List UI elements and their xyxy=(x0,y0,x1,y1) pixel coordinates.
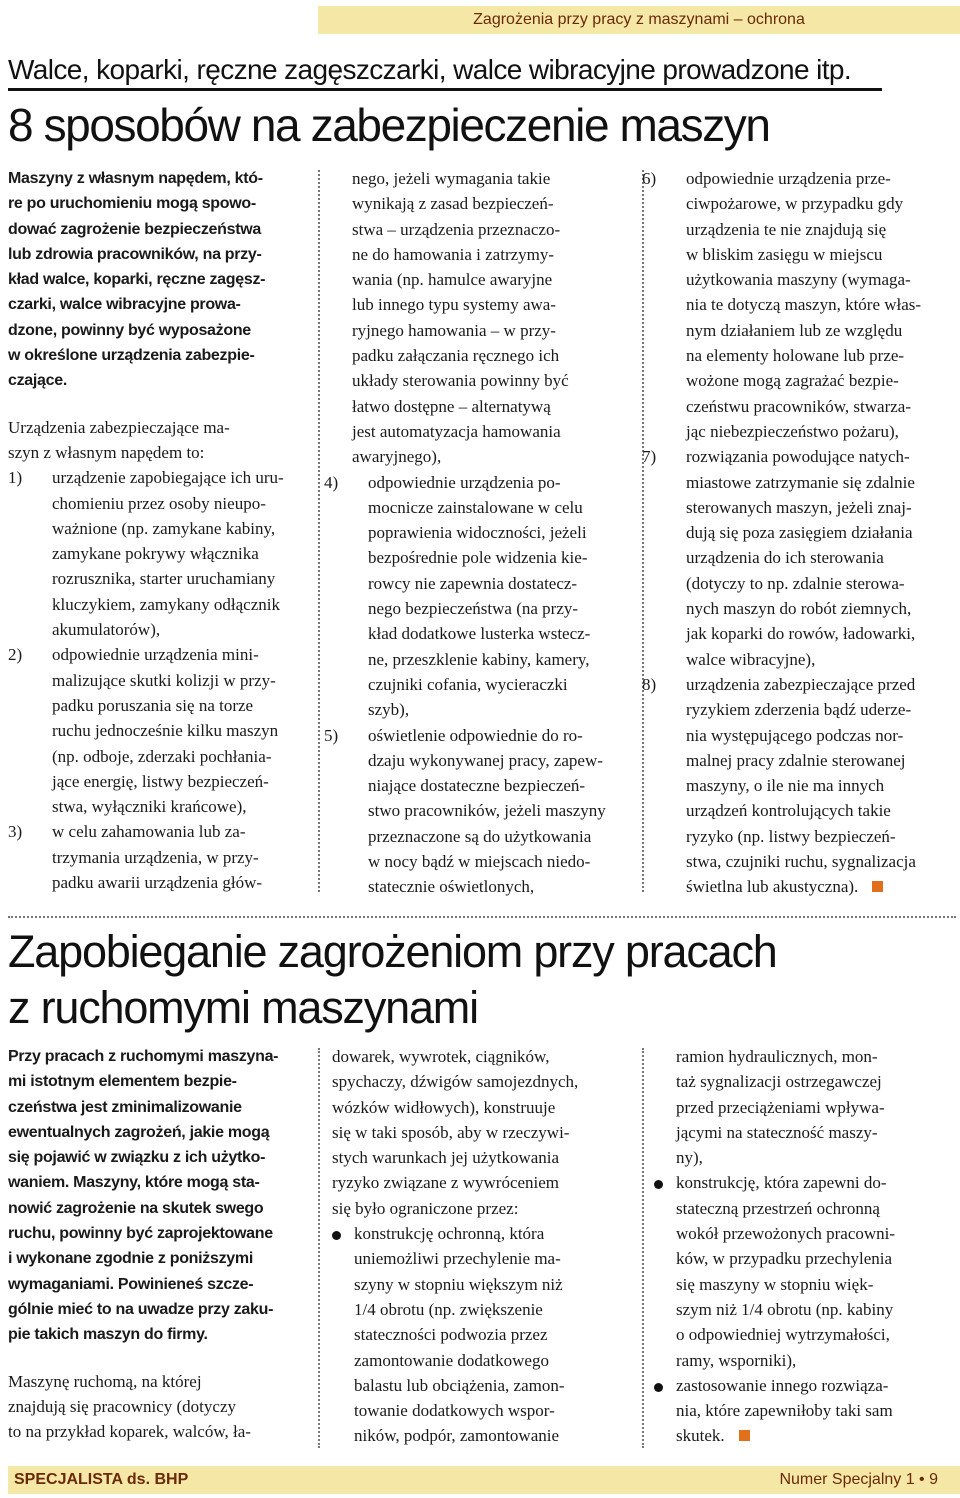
text-line: szym niż 1/4 obrotu (np. kabiny xyxy=(676,1299,894,1319)
text-line: ryjnego hamowania – w przy- xyxy=(352,320,556,340)
text-line: przed przeciążeniami wpływa- xyxy=(676,1097,885,1117)
text-line: układy sterowania powinny być xyxy=(352,371,569,391)
text-line: w bliskim zasięgu w miejscu xyxy=(686,244,883,264)
text-line: nego bezpieczeństwa (na przy- xyxy=(368,599,579,619)
list-item xyxy=(324,723,632,900)
text-line: niające dostateczne bezpieczeń- xyxy=(368,776,586,796)
section-header: Zagrożenia przy pracy z maszynami – ochrona xyxy=(473,11,805,28)
text-line: jące energię, listwy bezpieczeń- xyxy=(52,771,269,791)
text-line: szyn z własnym napędem to: xyxy=(8,442,205,462)
list-number: 5) xyxy=(324,725,339,745)
text-line: gólnie mieć to na uwadze przy zaku- xyxy=(8,1300,274,1318)
text-line: czeństwa jest zminimalizowanie xyxy=(8,1098,242,1116)
text-line: odpowiednie urządzenia po- xyxy=(368,472,561,492)
text-line: dowarek, wywrotek, ciągników, xyxy=(332,1047,550,1066)
text-line: akumulatorów), xyxy=(52,620,161,640)
bullet-item xyxy=(654,1373,956,1449)
text-line: rowcy nie zapewnia dostatecz- xyxy=(368,573,578,593)
text-line: w nocy bądź w miejscach niedo- xyxy=(368,852,591,872)
text-line: ruchu jednocześnie kilku maszyn xyxy=(52,721,279,741)
article1-list-3 xyxy=(642,166,956,900)
bullet-dot-icon xyxy=(332,1231,341,1240)
text-line: wożone mogą zagrażać bezpie- xyxy=(686,371,899,391)
article2-lead xyxy=(8,1044,308,1348)
article2-column-2 xyxy=(332,1044,632,1449)
text-line: nego, jeżeli wymagania takie xyxy=(352,169,551,188)
text-line: zamontowanie dodatkowego xyxy=(354,1350,549,1370)
text-line: ków, w przypadku przechylenia xyxy=(676,1249,893,1269)
text-line: chomieniu przez osoby nieupo- xyxy=(52,493,266,513)
text-line: (dotyczy to np. zdalnie sterowa- xyxy=(686,573,905,593)
list-item xyxy=(642,166,956,444)
text-line: szyny w stopniu większym niż xyxy=(354,1274,563,1294)
text-line: miastowe zatrzymanie się zdalnie xyxy=(686,472,915,492)
text-line: znajdują się pracownicy (dotyczy xyxy=(8,1396,236,1416)
text-line: lub innego typu systemy awa- xyxy=(352,295,556,315)
column-divider xyxy=(318,1048,320,1448)
text-line: trzymania urządzenia, w przy- xyxy=(52,847,259,867)
list-item xyxy=(642,444,956,672)
text-line: łatwo dostępne – alternatywą xyxy=(352,396,551,416)
list-item xyxy=(324,470,632,723)
text-line: odpowiednie urządzenia mini- xyxy=(52,645,259,665)
text-line: czujniki cofania, wycieraczki xyxy=(368,674,568,694)
article1-intro xyxy=(8,415,308,466)
article2-column-1 xyxy=(8,1044,308,1444)
text-line: nia, które zapewniłoby taki sam xyxy=(676,1401,893,1421)
section-divider xyxy=(8,916,956,918)
text-line: dują się poza zasięgiem działania xyxy=(686,523,913,543)
text-line: stwo pracowników, jeżeli maszyny xyxy=(368,801,606,821)
list-number: 6) xyxy=(642,169,657,188)
text-line: Przy pracach z ruchomymi maszyna- xyxy=(8,1048,279,1065)
text-line: na elementy holowane lub prze- xyxy=(686,346,905,366)
text-line: stwa, czujniki ruchu, sygnalizacja xyxy=(686,852,916,872)
text-line: urządzenia te nie znajdują się xyxy=(686,219,887,239)
column-divider xyxy=(642,1048,644,1448)
text-line: stateczności podwozia przez xyxy=(354,1325,548,1345)
text-line: ważnione (np. zamykane kabiny, xyxy=(52,518,276,538)
text-line: przeznaczone są do użytkowania xyxy=(368,826,592,846)
text-line: statecznie oświetlonych, xyxy=(368,877,535,897)
text-line: o odpowiedniej wytrzymałości, xyxy=(676,1325,890,1345)
text-line: ny), xyxy=(676,1148,703,1168)
text-line: Maszyny z własnym napędem, któ- xyxy=(8,170,263,187)
text-line: zamykane pokrywy włącznika xyxy=(52,544,259,564)
text-line: urządzenia do ich sterowania xyxy=(686,548,884,568)
text-line: stwa – urządzenia przeznaczo- xyxy=(352,219,561,239)
text-line: pie takich maszyn do firmy. xyxy=(8,1326,208,1344)
text-line: jak koparki do rowów, ładowarki, xyxy=(686,624,916,644)
text-line: rozrusznika, starter uruchamiany xyxy=(52,569,276,589)
text-line: ciwpożarowe, w przypadku gdy xyxy=(686,194,904,214)
text-line: skutek. xyxy=(676,1423,956,1448)
text-line: dzaju wykonywanej pracy, zapew- xyxy=(368,750,603,770)
column-divider xyxy=(318,170,320,892)
text-line: zastosowanie innego rozwiąza- xyxy=(676,1375,889,1395)
article2-col2-intro xyxy=(332,1044,632,1221)
article1-subtitle: Walce, koparki, ręczne zagęszczarki, walce wibracyjne prowadzone itp. xyxy=(8,54,852,85)
text-line: ryzyko związane z wywróceniem xyxy=(332,1173,560,1193)
article2-bullets-2 xyxy=(654,1170,956,1448)
text-line: nia występującego podczas nor- xyxy=(686,725,904,745)
text-line: jącymi na stateczność maszy- xyxy=(676,1122,878,1142)
text-line: ruchu, powinny być zaprojektowane xyxy=(8,1225,273,1243)
text-line: w celu zahamowania lub za- xyxy=(52,822,246,842)
text-line: i wykonane zgodnie z poniższymi xyxy=(8,1250,253,1268)
text-line: stych warunkach jej użytkowania xyxy=(332,1148,560,1168)
article2-column-3 xyxy=(654,1044,956,1449)
text-line: wania (np. hamulce awaryjne xyxy=(352,270,553,290)
text-line: się pojawić w związku z ich użytko- xyxy=(8,1149,266,1167)
article2-title xyxy=(8,924,777,1036)
text-line: ramy, wsporniki), xyxy=(676,1350,797,1370)
article1-column-3 xyxy=(642,166,956,900)
bullet-item xyxy=(332,1221,632,1449)
list-item xyxy=(8,465,308,642)
text-line: malizujące skutki kolizji w przy- xyxy=(52,670,276,690)
text-line: czające. xyxy=(8,372,67,390)
text-line: ewentualnych zagrożeń, jakie mogą xyxy=(8,1123,270,1141)
text-line: re po uruchomieniu mogą spowo- xyxy=(8,195,256,213)
text-line: 1/4 obrotu (np. zwiększenie xyxy=(354,1299,543,1319)
text-line: czeństwu pracowników, stwarza- xyxy=(686,396,912,416)
end-mark-icon xyxy=(872,881,883,892)
text-line: jąc niebezpieczeństwo pożaru), xyxy=(686,421,899,441)
text-line: sterowanych maszyn, jeżeli znaj- xyxy=(686,497,912,517)
text-line: wynikają z zasad bezpieczeń- xyxy=(352,194,554,214)
text-line: odpowiednie urządzenia prze- xyxy=(686,169,891,188)
text-line: ryzyko (np. listwy bezpieczeń- xyxy=(686,826,896,846)
bullet-item xyxy=(654,1170,956,1372)
text-line: konstrukcję ochronną, która xyxy=(354,1224,545,1244)
article2-body xyxy=(8,1369,308,1445)
text-line: świetlna lub akustyczna). xyxy=(686,874,956,899)
end-mark-icon xyxy=(739,1430,750,1441)
text-line: bezpośrednie pole widzenia kie- xyxy=(368,548,588,568)
text-line: uniemożliwi przechylenie ma- xyxy=(354,1249,561,1269)
text-line: urządzenie zapobiegające ich uru- xyxy=(52,468,284,488)
text-line: wokół przewożonych pracowni- xyxy=(676,1224,896,1244)
article2-title-line-1: Zapobieganie zagrożeniom przy pracach xyxy=(8,926,777,977)
list-number: 2) xyxy=(8,645,23,665)
text-line: waniem. Maszyny, które mogą sta- xyxy=(8,1174,260,1192)
text-line: w określone urządzenia zabezpie- xyxy=(8,347,255,365)
bullet-dot-icon xyxy=(654,1383,663,1392)
text-line: urządzenia zabezpieczające przed xyxy=(686,674,916,694)
text-line: stateczną przestrzeń ochronną xyxy=(676,1198,880,1218)
text-line: Maszynę ruchomą, na której xyxy=(8,1371,202,1391)
text-line: kład dodatkowe lusterka wstecz- xyxy=(368,624,591,644)
article2-bullets-1 xyxy=(332,1221,632,1449)
text-line: spychaczy, dźwigów samojezdnych, xyxy=(332,1072,579,1092)
article1-column-1 xyxy=(8,166,308,895)
text-line: wymaganiami. Powinieneś szcze- xyxy=(8,1275,254,1293)
article1-lead xyxy=(8,166,308,394)
text-line: awaryjnego), xyxy=(352,447,442,467)
text-line: mi istotnym elementem bezpie- xyxy=(8,1073,237,1091)
text-line: padku poruszania się na torze xyxy=(52,695,254,715)
article2-title-line-2: z ruchomymi maszynami xyxy=(8,982,478,1033)
list-number: 4) xyxy=(324,472,339,492)
bullet-dot-icon xyxy=(654,1180,663,1189)
subtitle-underline xyxy=(8,88,882,91)
text-line: mocnicze zainstalowane w celu xyxy=(368,497,583,517)
article1-title: 8 sposobów na zabezpieczenie maszyn xyxy=(8,99,770,151)
text-line: czarki, walce wibracyjne prowa- xyxy=(8,296,241,314)
text-line: dzone, powinny być wyposażone xyxy=(8,321,251,339)
list-item xyxy=(8,819,308,895)
text-line: wózków widłowych), konstruuje xyxy=(332,1097,556,1117)
text-line: towanie dodatkowych wspor- xyxy=(354,1401,555,1421)
text-line: padku załączania ręcznego ich xyxy=(352,346,560,366)
text-line: użytkowania maszyny (wymaga- xyxy=(686,270,911,290)
list-item xyxy=(8,642,308,819)
article1-col2-continuation xyxy=(332,166,632,470)
footer-page-number: Numer Specjalny 1 • 9 xyxy=(779,1471,938,1488)
article1-list-2 xyxy=(324,470,632,900)
text-line: (np. odboje, zderzaki pochłania- xyxy=(52,746,272,766)
text-line: Urządzenia zabezpieczające ma- xyxy=(8,417,230,437)
text-line: się było ograniczone przez: xyxy=(332,1198,519,1218)
text-line: urządzeń kontrolujących takie xyxy=(686,801,891,821)
text-line: się w taki sposób, aby w rzeczywi- xyxy=(332,1122,570,1142)
text-line: oświetlenie odpowiednie do ro- xyxy=(368,725,583,745)
text-line: to na przykład koparek, walców, ła- xyxy=(8,1422,251,1442)
text-line: walce wibracyjne), xyxy=(686,649,816,669)
text-line: jest automatyzacja hamowania xyxy=(352,421,561,441)
text-line: szyb), xyxy=(368,700,410,720)
text-line: ramion hydraulicznych, mon- xyxy=(676,1047,878,1066)
text-line: taż sygnalizacji ostrzegawczej xyxy=(676,1072,882,1092)
text-line: kład walce, koparki, ręczne zagęsz- xyxy=(8,271,266,289)
list-number: 3) xyxy=(8,822,23,842)
text-line: stwa, wyłączniki krańcowe), xyxy=(52,797,247,817)
text-line: padku awarii urządzenia głów- xyxy=(52,873,263,893)
text-line: rozwiązania powodujące natych- xyxy=(686,447,910,467)
text-line: nowić zagrożenie na skutek swego xyxy=(8,1199,264,1217)
text-line: nym działaniem lub ze względu xyxy=(686,320,903,340)
article1-column-2 xyxy=(324,166,632,900)
text-line: poprawienia widoczności, jeżeli xyxy=(368,523,587,543)
list-number: 7) xyxy=(642,447,657,467)
text-line: ne do hamowania i zatrzymy- xyxy=(352,244,555,264)
text-line: ne, przeszklenie kabiny, kamery, xyxy=(368,649,590,669)
text-line: dować zagrożenie bezpieczeństwa xyxy=(8,220,261,238)
footer-publication: SPECJALISTA ds. BHP xyxy=(14,1471,189,1488)
text-line: malnej pracy zdalnie sterowanej xyxy=(686,750,906,770)
text-line: ryzykiem zderzenia bądź uderze- xyxy=(686,700,912,720)
article1-list-1 xyxy=(8,465,308,895)
text-line: balastu lub obciążenia, zamon- xyxy=(354,1375,565,1395)
text-line: nia te dotyczą maszyn, które włas- xyxy=(686,295,922,315)
text-line: lub zdrowia pracowników, na przy- xyxy=(8,245,262,263)
text-line: ników, podpór, zamontowanie xyxy=(354,1426,560,1446)
list-number: 1) xyxy=(8,468,23,488)
list-number: 8) xyxy=(642,674,657,694)
article2-col3-continuation xyxy=(654,1044,956,1170)
text-line: maszyny, o ile nie ma innych xyxy=(686,776,885,796)
text-line: konstrukcję, która zapewni do- xyxy=(676,1173,887,1193)
text-line: się maszyny w stopniu więk- xyxy=(676,1274,874,1294)
list-item xyxy=(642,672,956,900)
text-line: nych maszyn do robót ziemnych, xyxy=(686,599,912,619)
text-line: kluczykiem, zamykany odłącznik xyxy=(52,594,280,614)
